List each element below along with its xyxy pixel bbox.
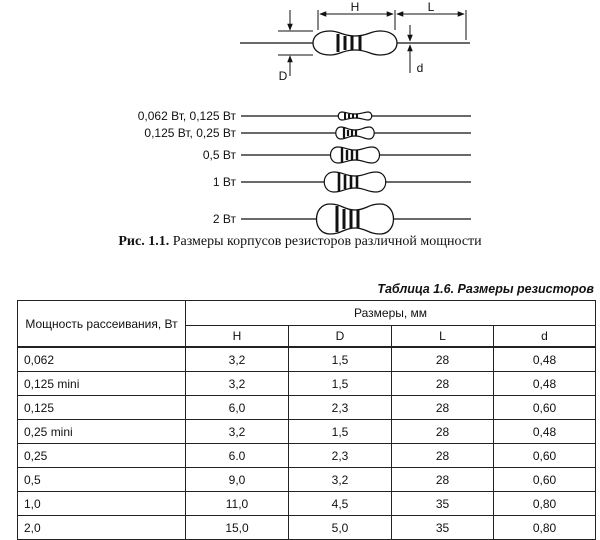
table-title: Таблица 1.6. Размеры резисторов <box>377 282 594 296</box>
resistor-label-3: 0,5 Вт <box>202 148 236 162</box>
dimension-drawing <box>240 10 470 76</box>
resistor-row-3 <box>241 147 471 163</box>
resistor-dimensions-table <box>17 300 596 540</box>
column-header-D: D <box>289 326 392 348</box>
cell-D: 1,5 <box>289 372 392 396</box>
cell-d: 0,48 <box>494 347 596 372</box>
dim-label-D: D <box>278 69 288 83</box>
column-header-d: d <box>494 326 596 348</box>
cell-power: 0,062 <box>18 347 186 372</box>
cell-H: 3,2 <box>186 372 289 396</box>
cell-H: 15,0 <box>186 516 289 540</box>
table-row <box>18 396 596 420</box>
resistor-size-figure <box>0 0 600 240</box>
cell-power: 1,0 <box>18 492 186 516</box>
resistor-row-1 <box>241 112 471 120</box>
cell-D: 1,5 <box>289 420 392 444</box>
cell-H: 11,0 <box>186 492 289 516</box>
figure-caption-label: Рис. 1.1. <box>118 234 170 249</box>
cell-D: 2,3 <box>289 396 392 420</box>
cell-L: 35 <box>392 492 494 516</box>
table-row <box>18 492 596 516</box>
cell-d: 0,60 <box>494 468 596 492</box>
cell-L: 28 <box>392 347 494 372</box>
cell-L: 35 <box>392 516 494 540</box>
cell-L: 28 <box>392 396 494 420</box>
cell-d: 0,80 <box>494 516 596 540</box>
resistor-row-4 <box>241 172 471 192</box>
table-row <box>18 372 596 396</box>
dim-label-d: d <box>416 61 424 75</box>
cell-D: 5,0 <box>289 516 392 540</box>
column-header-H: H <box>186 326 289 348</box>
cell-power: 0,25 mini <box>18 420 186 444</box>
cell-power: 0,125 mini <box>18 372 186 396</box>
cell-H: 9,0 <box>186 468 289 492</box>
cell-L: 28 <box>392 420 494 444</box>
figure-caption-text: Размеры корпусов резисторов различной мощности <box>169 234 482 249</box>
table-row <box>18 420 596 444</box>
cell-d: 0,80 <box>494 492 596 516</box>
cell-L: 28 <box>392 372 494 396</box>
table-header-row <box>18 301 596 326</box>
table-row <box>18 444 596 468</box>
cell-L: 28 <box>392 468 494 492</box>
cell-d: 0,60 <box>494 396 596 420</box>
resistor-label-2: 0,125 Вт, 0,25 Вт <box>144 126 236 140</box>
resistor-row-2 <box>241 127 471 139</box>
resistor-label-5: 2 Вт <box>212 212 236 226</box>
cell-d: 0,60 <box>494 444 596 468</box>
cell-H: 6,0 <box>186 396 289 420</box>
cell-L: 28 <box>392 444 494 468</box>
column-header-L: L <box>392 326 494 348</box>
cell-D: 2,3 <box>289 444 392 468</box>
cell-power: 2,0 <box>18 516 186 540</box>
dim-label-L: L <box>427 0 435 14</box>
cell-D: 4,5 <box>289 492 392 516</box>
cell-power: 0,5 <box>18 468 186 492</box>
resistor-row-5 <box>241 204 471 234</box>
resistor-label-4: 1 Вт <box>212 175 236 189</box>
table-row <box>18 516 596 540</box>
cell-H: 3,2 <box>186 420 289 444</box>
figure-caption <box>0 234 600 250</box>
table-row <box>18 468 596 492</box>
dimensions-group-header: Размеры, мм <box>186 301 596 326</box>
cell-D: 3,2 <box>289 468 392 492</box>
cell-d: 0,48 <box>494 372 596 396</box>
power-column-header: Мощность рассеивания, Вт <box>18 301 186 348</box>
cell-D: 1,5 <box>289 347 392 372</box>
cell-H: 3,2 <box>186 347 289 372</box>
cell-H: 6.0 <box>186 444 289 468</box>
dim-label-H: H <box>350 0 360 14</box>
resistor-label-1: 0,062 Вт, 0,125 Вт <box>137 109 236 123</box>
cell-d: 0,48 <box>494 420 596 444</box>
table-row <box>18 347 596 372</box>
cell-power: 0,125 <box>18 396 186 420</box>
resistor-body-main <box>313 31 397 55</box>
cell-power: 0,25 <box>18 444 186 468</box>
